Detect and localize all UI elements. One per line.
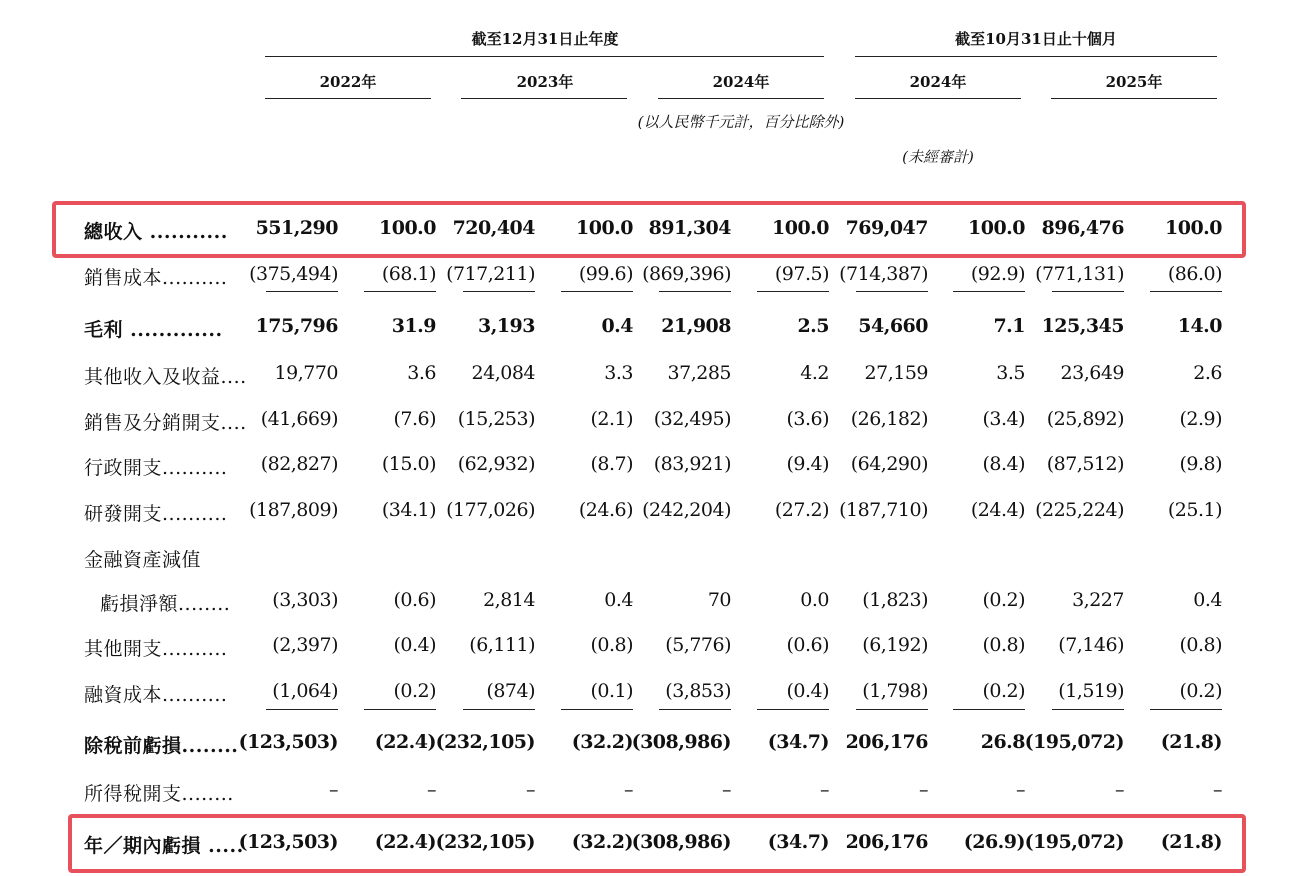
cell-gross-profit-8: 125,345 <box>1041 315 1124 337</box>
cell-impairment-net-9: 0.4 <box>1193 589 1222 611</box>
cell-total-revenue-8: 896,476 <box>1041 217 1124 239</box>
subtotal-rule <box>659 709 731 710</box>
cell-finance-costs-0: (1,064) <box>272 680 338 702</box>
highlight-box-total-revenue <box>52 201 1246 258</box>
cell-rd-expenses-5: (27.2) <box>774 499 829 521</box>
cell-other-expenses-0: (2,397) <box>272 634 338 656</box>
cell-total-revenue-4: 891,304 <box>648 217 731 239</box>
cell-gross-profit-9: 14.0 <box>1177 315 1222 337</box>
cell-other-expenses-5: (0.6) <box>786 634 829 656</box>
subtotal-rule <box>757 709 829 710</box>
cell-net-loss-9: (21.8) <box>1160 831 1222 853</box>
subtotal-rule <box>463 709 535 710</box>
cell-loss-before-tax-4: (308,986) <box>631 731 731 753</box>
cell-cost-of-sales-6: (714,387) <box>839 263 928 285</box>
cell-gross-profit-0: 175,796 <box>255 315 338 337</box>
cell-cost-of-sales-4: (869,396) <box>642 263 731 285</box>
row-label-finance-costs: 融資成本.......... <box>84 684 228 706</box>
cell-income-tax-9: – <box>1213 779 1222 801</box>
cell-selling-expenses-8: (25,892) <box>1046 408 1124 430</box>
cell-rd-expenses-8: (225,224) <box>1035 499 1124 521</box>
cell-rd-expenses-1: (34.1) <box>381 499 436 521</box>
cell-cost-of-sales-8: (771,131) <box>1035 263 1124 285</box>
cell-selling-expenses-5: (3.6) <box>786 408 829 430</box>
cell-income-tax-8: – <box>1115 779 1124 801</box>
cell-loss-before-tax-1: (22.4) <box>374 731 436 753</box>
cell-admin-expenses-2: (62,932) <box>457 453 535 475</box>
row-label-income-tax: 所得稅開支........ <box>84 783 234 805</box>
cell-other-expenses-9: (0.8) <box>1179 634 1222 656</box>
cell-loss-before-tax-5: (34.7) <box>767 731 829 753</box>
cell-net-loss-5: (34.7) <box>767 831 829 853</box>
cell-gross-profit-7: 7.1 <box>993 315 1025 337</box>
cell-other-income-5: 4.2 <box>800 362 829 384</box>
cell-total-revenue-6: 769,047 <box>845 217 928 239</box>
cell-impairment-net-0: (3,303) <box>272 589 338 611</box>
cell-impairment-net-4: 70 <box>707 589 731 611</box>
row-label-impairment-heading: 金融資產減值 <box>84 549 202 571</box>
cell-loss-before-tax-9: (21.8) <box>1160 731 1222 753</box>
cell-total-revenue-1: 100.0 <box>379 217 436 239</box>
subtotal-rule <box>266 291 338 292</box>
cell-rd-expenses-4: (242,204) <box>642 499 731 521</box>
cell-net-loss-8: (195,072) <box>1024 831 1124 853</box>
cell-total-revenue-7: 100.0 <box>968 217 1025 239</box>
cell-total-revenue-5: 100.0 <box>772 217 829 239</box>
row-label-admin-expenses: 行政開支.......... <box>84 457 228 479</box>
cell-loss-before-tax-7: 26.8 <box>980 731 1025 753</box>
cell-finance-costs-4: (3,853) <box>665 680 731 702</box>
cell-gross-profit-2: 3,193 <box>478 315 535 337</box>
cell-impairment-net-5: 0.0 <box>800 589 829 611</box>
cell-cost-of-sales-3: (99.6) <box>578 263 633 285</box>
header-year-2022: 2022年 <box>319 73 377 91</box>
cell-gross-profit-1: 31.9 <box>391 315 436 337</box>
subtotal-rule <box>266 709 338 710</box>
cell-rd-expenses-0: (187,809) <box>249 499 338 521</box>
header-year-2024-ten-months: 2024年 <box>909 73 967 91</box>
cell-impairment-net-8: 3,227 <box>1072 589 1124 611</box>
cell-rd-expenses-9: (25.1) <box>1167 499 1222 521</box>
cell-admin-expenses-0: (82,827) <box>260 453 338 475</box>
cell-other-income-1: 3.6 <box>407 362 436 384</box>
row-label-impairment-net: 虧損淨額........ <box>100 593 231 615</box>
cell-gross-profit-3: 0.4 <box>601 315 633 337</box>
subtotal-rule <box>561 291 633 292</box>
row-label-gross-profit: 毛利 ............. <box>84 319 223 341</box>
cell-income-tax-7: – <box>1016 779 1025 801</box>
cell-cost-of-sales-7: (92.9) <box>970 263 1025 285</box>
cell-other-income-9: 2.6 <box>1193 362 1222 384</box>
cell-other-income-3: 3.3 <box>604 362 633 384</box>
cell-cost-of-sales-1: (68.1) <box>381 263 436 285</box>
cell-impairment-net-7: (0.2) <box>982 589 1025 611</box>
cell-admin-expenses-3: (8.7) <box>590 453 633 475</box>
header-year-rule <box>461 98 627 99</box>
cell-admin-expenses-8: (87,512) <box>1046 453 1124 475</box>
cell-other-expenses-6: (6,192) <box>862 634 928 656</box>
cell-finance-costs-5: (0.4) <box>786 680 829 702</box>
cell-admin-expenses-1: (15.0) <box>381 453 436 475</box>
cell-selling-expenses-7: (3.4) <box>982 408 1025 430</box>
cell-rd-expenses-3: (24.6) <box>578 499 633 521</box>
subtotal-rule <box>364 709 436 710</box>
cell-gross-profit-6: 54,660 <box>858 315 928 337</box>
cell-finance-costs-2: (874) <box>486 680 535 702</box>
row-label-cost-of-sales: 銷售成本.......... <box>84 267 228 289</box>
row-label-rd-expenses: 研發開支.......... <box>84 503 228 525</box>
row-label-selling-expenses: 銷售及分銷開支.... <box>84 412 247 434</box>
cell-other-income-7: 3.5 <box>996 362 1025 384</box>
subtotal-rule <box>856 291 928 292</box>
cell-cost-of-sales-5: (97.5) <box>774 263 829 285</box>
cell-other-income-6: 27,159 <box>864 362 928 384</box>
header-year-2024: 2024年 <box>712 73 770 91</box>
cell-selling-expenses-1: (7.6) <box>393 408 436 430</box>
subtotal-rule <box>1052 291 1124 292</box>
cell-net-loss-2: (232,105) <box>435 831 535 853</box>
cell-other-income-8: 23,649 <box>1060 362 1124 384</box>
cell-finance-costs-8: (1,519) <box>1058 680 1124 702</box>
cell-other-income-0: 19,770 <box>274 362 338 384</box>
cell-cost-of-sales-9: (86.0) <box>1167 263 1222 285</box>
cell-total-revenue-0: 551,290 <box>255 217 338 239</box>
cell-other-expenses-2: (6,111) <box>469 634 535 656</box>
subtotal-rule <box>953 709 1025 710</box>
cell-net-loss-7: (26.9) <box>963 831 1025 853</box>
cell-finance-costs-3: (0.1) <box>590 680 633 702</box>
cell-net-loss-1: (22.4) <box>374 831 436 853</box>
cell-selling-expenses-4: (32,495) <box>653 408 731 430</box>
subtotal-rule <box>463 291 535 292</box>
row-label-net-loss: 年／期內虧損 ..... <box>84 835 244 857</box>
cell-gross-profit-4: 21,908 <box>661 315 731 337</box>
cell-admin-expenses-6: (64,290) <box>850 453 928 475</box>
cell-impairment-net-6: (1,823) <box>862 589 928 611</box>
row-label-total-revenue: 總收入 ........... <box>84 221 228 243</box>
cell-income-tax-4: – <box>722 779 731 801</box>
cell-selling-expenses-2: (15,253) <box>457 408 535 430</box>
header-group-rule-right <box>855 56 1217 57</box>
cell-net-loss-3: (32.2) <box>571 831 633 853</box>
cell-loss-before-tax-2: (232,105) <box>435 731 535 753</box>
subtotal-rule <box>364 291 436 292</box>
subtotal-rule <box>659 291 731 292</box>
header-year-rule <box>1051 98 1217 99</box>
subtotal-rule <box>953 291 1025 292</box>
cell-selling-expenses-0: (41,669) <box>260 408 338 430</box>
cell-finance-costs-6: (1,798) <box>862 680 928 702</box>
cell-impairment-net-2: 2,814 <box>483 589 535 611</box>
subtotal-rule <box>1150 291 1222 292</box>
header-year-2023: 2023年 <box>516 73 574 91</box>
cell-selling-expenses-3: (2.1) <box>590 408 633 430</box>
cell-income-tax-0: – <box>329 779 338 801</box>
cell-selling-expenses-6: (26,182) <box>850 408 928 430</box>
cell-other-expenses-8: (7,146) <box>1058 634 1124 656</box>
unit-note: (以人民幣千元計，百分比除外) <box>637 113 845 131</box>
cell-loss-before-tax-8: (195,072) <box>1024 731 1124 753</box>
header-year-2025-ten-months: 2025年 <box>1105 73 1163 91</box>
cell-other-income-4: 37,285 <box>667 362 731 384</box>
cell-net-loss-4: (308,986) <box>631 831 731 853</box>
cell-other-expenses-7: (0.8) <box>982 634 1025 656</box>
header-group-rule-left <box>265 56 824 57</box>
cell-loss-before-tax-3: (32.2) <box>571 731 633 753</box>
header-year-rule <box>855 98 1021 99</box>
cell-income-tax-2: – <box>526 779 535 801</box>
row-label-loss-before-tax: 除稅前虧損........ <box>84 735 239 757</box>
subtotal-rule <box>757 291 829 292</box>
cell-gross-profit-5: 2.5 <box>797 315 829 337</box>
cell-total-revenue-2: 720,404 <box>452 217 535 239</box>
subtotal-rule <box>561 709 633 710</box>
cell-admin-expenses-9: (9.8) <box>1179 453 1222 475</box>
cell-income-tax-1: – <box>427 779 436 801</box>
subtotal-rule <box>1150 709 1222 710</box>
row-label-other-expenses: 其他開支.......... <box>84 638 228 660</box>
cell-selling-expenses-9: (2.9) <box>1179 408 1222 430</box>
cell-net-loss-0: (123,503) <box>238 831 338 853</box>
header-year-rule <box>265 98 431 99</box>
cell-rd-expenses-6: (187,710) <box>839 499 928 521</box>
unaudited-note: (未經審計) <box>902 148 974 166</box>
cell-income-tax-5: – <box>820 779 829 801</box>
cell-finance-costs-7: (0.2) <box>982 680 1025 702</box>
cell-rd-expenses-2: (177,026) <box>446 499 535 521</box>
cell-admin-expenses-5: (9.4) <box>786 453 829 475</box>
cell-income-tax-3: – <box>624 779 633 801</box>
cell-net-loss-6: 206,176 <box>845 831 928 853</box>
cell-finance-costs-1: (0.2) <box>393 680 436 702</box>
cell-other-expenses-1: (0.4) <box>393 634 436 656</box>
cell-finance-costs-9: (0.2) <box>1179 680 1222 702</box>
row-label-other-income: 其他收入及收益.... <box>84 366 247 388</box>
cell-total-revenue-3: 100.0 <box>576 217 633 239</box>
highlight-box-net-loss <box>68 814 1246 873</box>
cell-other-expenses-3: (0.8) <box>590 634 633 656</box>
cell-admin-expenses-7: (8.4) <box>982 453 1025 475</box>
cell-admin-expenses-4: (83,921) <box>653 453 731 475</box>
cell-income-tax-6: – <box>919 779 928 801</box>
cell-total-revenue-9: 100.0 <box>1165 217 1222 239</box>
cell-impairment-net-1: (0.6) <box>393 589 436 611</box>
cell-impairment-net-3: 0.4 <box>604 589 633 611</box>
header-group-calendar-year: 截至12月31日止年度 <box>471 30 619 48</box>
cell-cost-of-sales-0: (375,494) <box>249 263 338 285</box>
cell-loss-before-tax-0: (123,503) <box>238 731 338 753</box>
subtotal-rule <box>856 709 928 710</box>
cell-other-income-2: 24,084 <box>471 362 535 384</box>
cell-cost-of-sales-2: (717,211) <box>446 263 535 285</box>
header-group-ten-months: 截至10月31日止十個月 <box>955 30 1117 48</box>
cell-rd-expenses-7: (24.4) <box>970 499 1025 521</box>
header-year-rule <box>658 98 824 99</box>
cell-other-expenses-4: (5,776) <box>665 634 731 656</box>
subtotal-rule <box>1052 709 1124 710</box>
cell-loss-before-tax-6: 206,176 <box>845 731 928 753</box>
